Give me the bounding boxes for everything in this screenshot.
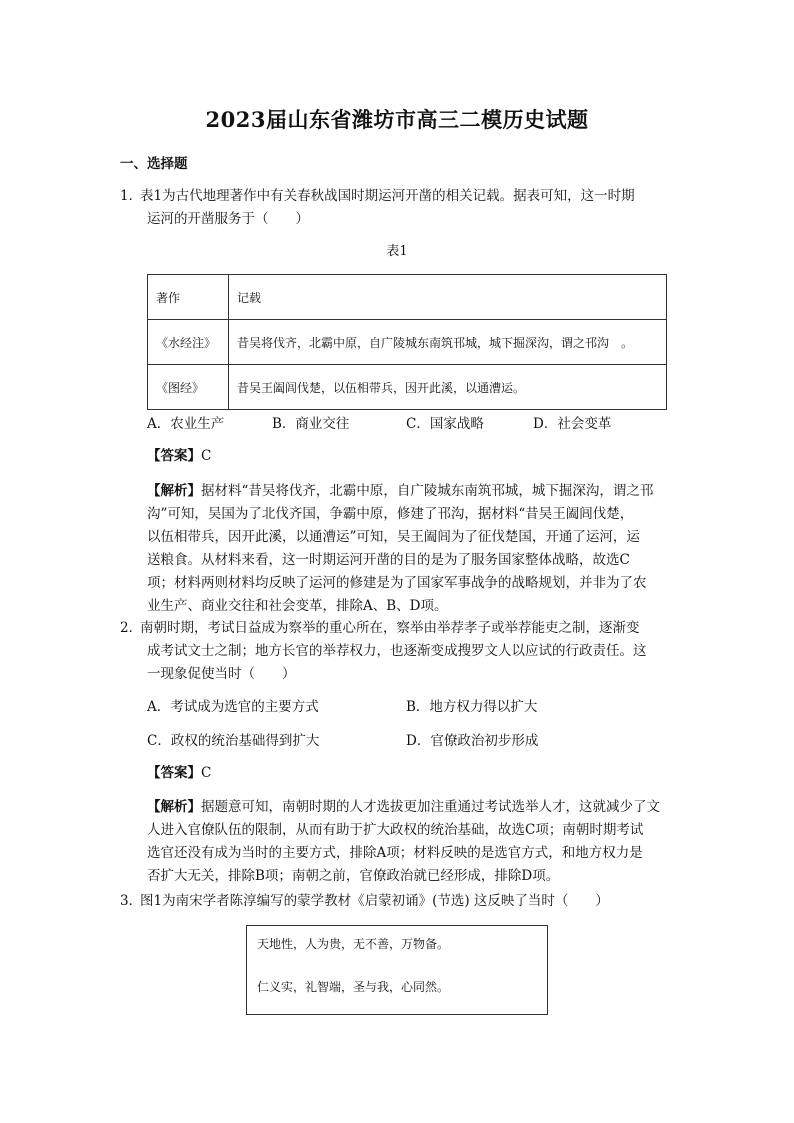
q1-stem-line-2: 运河的开凿服务于（ ） <box>147 211 309 227</box>
q2-option-c[interactable]: C．政权的统治基础得到扩大 <box>147 733 320 749</box>
table-row <box>148 320 667 365</box>
q1-option-a[interactable]: A．农业生产 <box>147 416 225 432</box>
analysis-line: 沟”可知，吴国为了北伐齐国，争霸中原，修建了邗沟，据材料“昔吴王阖闾伐楚， <box>147 506 634 522</box>
q2-option-b[interactable]: B．地方权力得以扩大 <box>406 699 538 715</box>
page-title: 2023届山东省潍坊市高三二模历史试题 <box>205 107 589 132</box>
figure-line-2: 仁义实，礼智端，圣与我，心同然。 <box>257 980 450 994</box>
analysis-line: 以伍相带兵，因开此溪，以通漕运”可知，吴王阖闾为了征伐楚国，开通了运河，运 <box>147 529 640 545</box>
q1-number: 1． <box>120 188 143 204</box>
answer-label: 【答案】 <box>147 765 201 781</box>
q2-options-row-1 <box>147 695 667 715</box>
q1-option-b[interactable]: B．商业交往 <box>272 416 350 432</box>
analysis-line: 项；材料两则材料均反映了运河的修建是为了国家军事战争的战略规划，并非为了农 <box>147 575 647 591</box>
table-cell: 昔吴将伐齐，北霸中原，自广陵城东南筑邗城，城下掘深沟，谓之邗沟 。 <box>229 320 667 365</box>
table-header-row <box>148 275 667 320</box>
table-header-cell: 记载 <box>229 275 667 320</box>
table-cell: 《图经》 <box>148 365 229 410</box>
analysis-line: 据材料“昔吴将伐齐，北霸中原，自广陵城东南筑邗城，城下掘深沟，谓之邗 <box>201 483 654 499</box>
table-cell: 昔吴王阖闾伐楚，以伍相带兵，因开此溪，以通漕运。 <box>229 365 667 410</box>
q2-number: 2． <box>120 620 143 636</box>
analysis-label: 【解析】 <box>147 483 201 499</box>
q1-stem <box>120 185 635 231</box>
q2-options-row-2 <box>147 729 667 749</box>
q2-stem-line-2: 成考试文士之制；地方长官的举荐权力，也逐渐变成搜罗文人以应试的行政责任。这 <box>147 643 647 659</box>
analysis-line: 选官还没有成为当时的主要方式，排除A项；材料反映的是选官方式，和地方权力是 <box>147 845 643 861</box>
answer-value: C <box>201 448 212 464</box>
q3-figure-box <box>246 925 548 1015</box>
q1-option-d[interactable]: D．社会变革 <box>533 416 612 432</box>
q1-stem-line-1: 表1为古代地理著作中有关春秋战国时期运河开凿的相关记载。据表可知，这一时期 <box>140 188 635 204</box>
q1-answer <box>147 445 211 468</box>
table-row <box>148 365 667 410</box>
q1-option-c[interactable]: C．国家战略 <box>406 416 484 432</box>
q3-number: 3． <box>120 893 143 909</box>
analysis-line: 送粮食。从材料来看，这一时期运河开凿的目的是为了服务国家整体战略，故选C <box>147 552 630 568</box>
analysis-line: 人进入官僚队伍的限制，从而有助于扩大政权的统治基础，故选C项；南朝时期考试 <box>147 822 644 838</box>
table-cell: 《水经注》 <box>148 320 229 365</box>
analysis-line: 业生产、商业交往和社会变革，排除A、B、D项。 <box>147 598 448 614</box>
q1-options <box>147 412 667 432</box>
analysis-line: 否扩大无关，排除B项；南朝之前，官僚政治就已经形成，排除D项。 <box>147 868 560 884</box>
answer-label: 【答案】 <box>147 448 201 464</box>
analysis-line: 据题意可知，南朝时期的人才选拔更加注重通过考试选举人才，这就减少了文 <box>201 799 660 815</box>
q2-answer <box>147 762 211 785</box>
q2-stem <box>120 617 647 686</box>
q1-table-caption: 表1 <box>386 244 408 259</box>
q3-stem-line: 图1为南宋学者陈淳编写的蒙学教材《启蒙初诵》(节选) 这反映了当时（ ） <box>140 893 609 909</box>
q2-stem-line-1: 南朝时期，考试日益成为察举的重心所在，察举由举荐孝子或举荐能吏之制，逐渐变 <box>140 620 640 636</box>
q2-analysis <box>147 796 687 888</box>
q3-stem <box>120 890 609 913</box>
q2-stem-line-3: 一现象促使当时（ ） <box>147 666 296 682</box>
figure-line-1: 天地性，人为贵，无不善，万物备。 <box>257 937 450 951</box>
table-header-cell: 著作 <box>148 275 229 320</box>
q1-analysis <box>147 480 687 618</box>
q1-table <box>147 274 667 410</box>
answer-value: C <box>201 765 212 781</box>
q2-option-a[interactable]: A．考试成为选官的主要方式 <box>147 699 319 715</box>
q2-option-d[interactable]: D．官僚政治初步形成 <box>406 733 539 749</box>
section-heading: 一、选择题 <box>120 156 188 172</box>
analysis-label: 【解析】 <box>147 799 201 815</box>
